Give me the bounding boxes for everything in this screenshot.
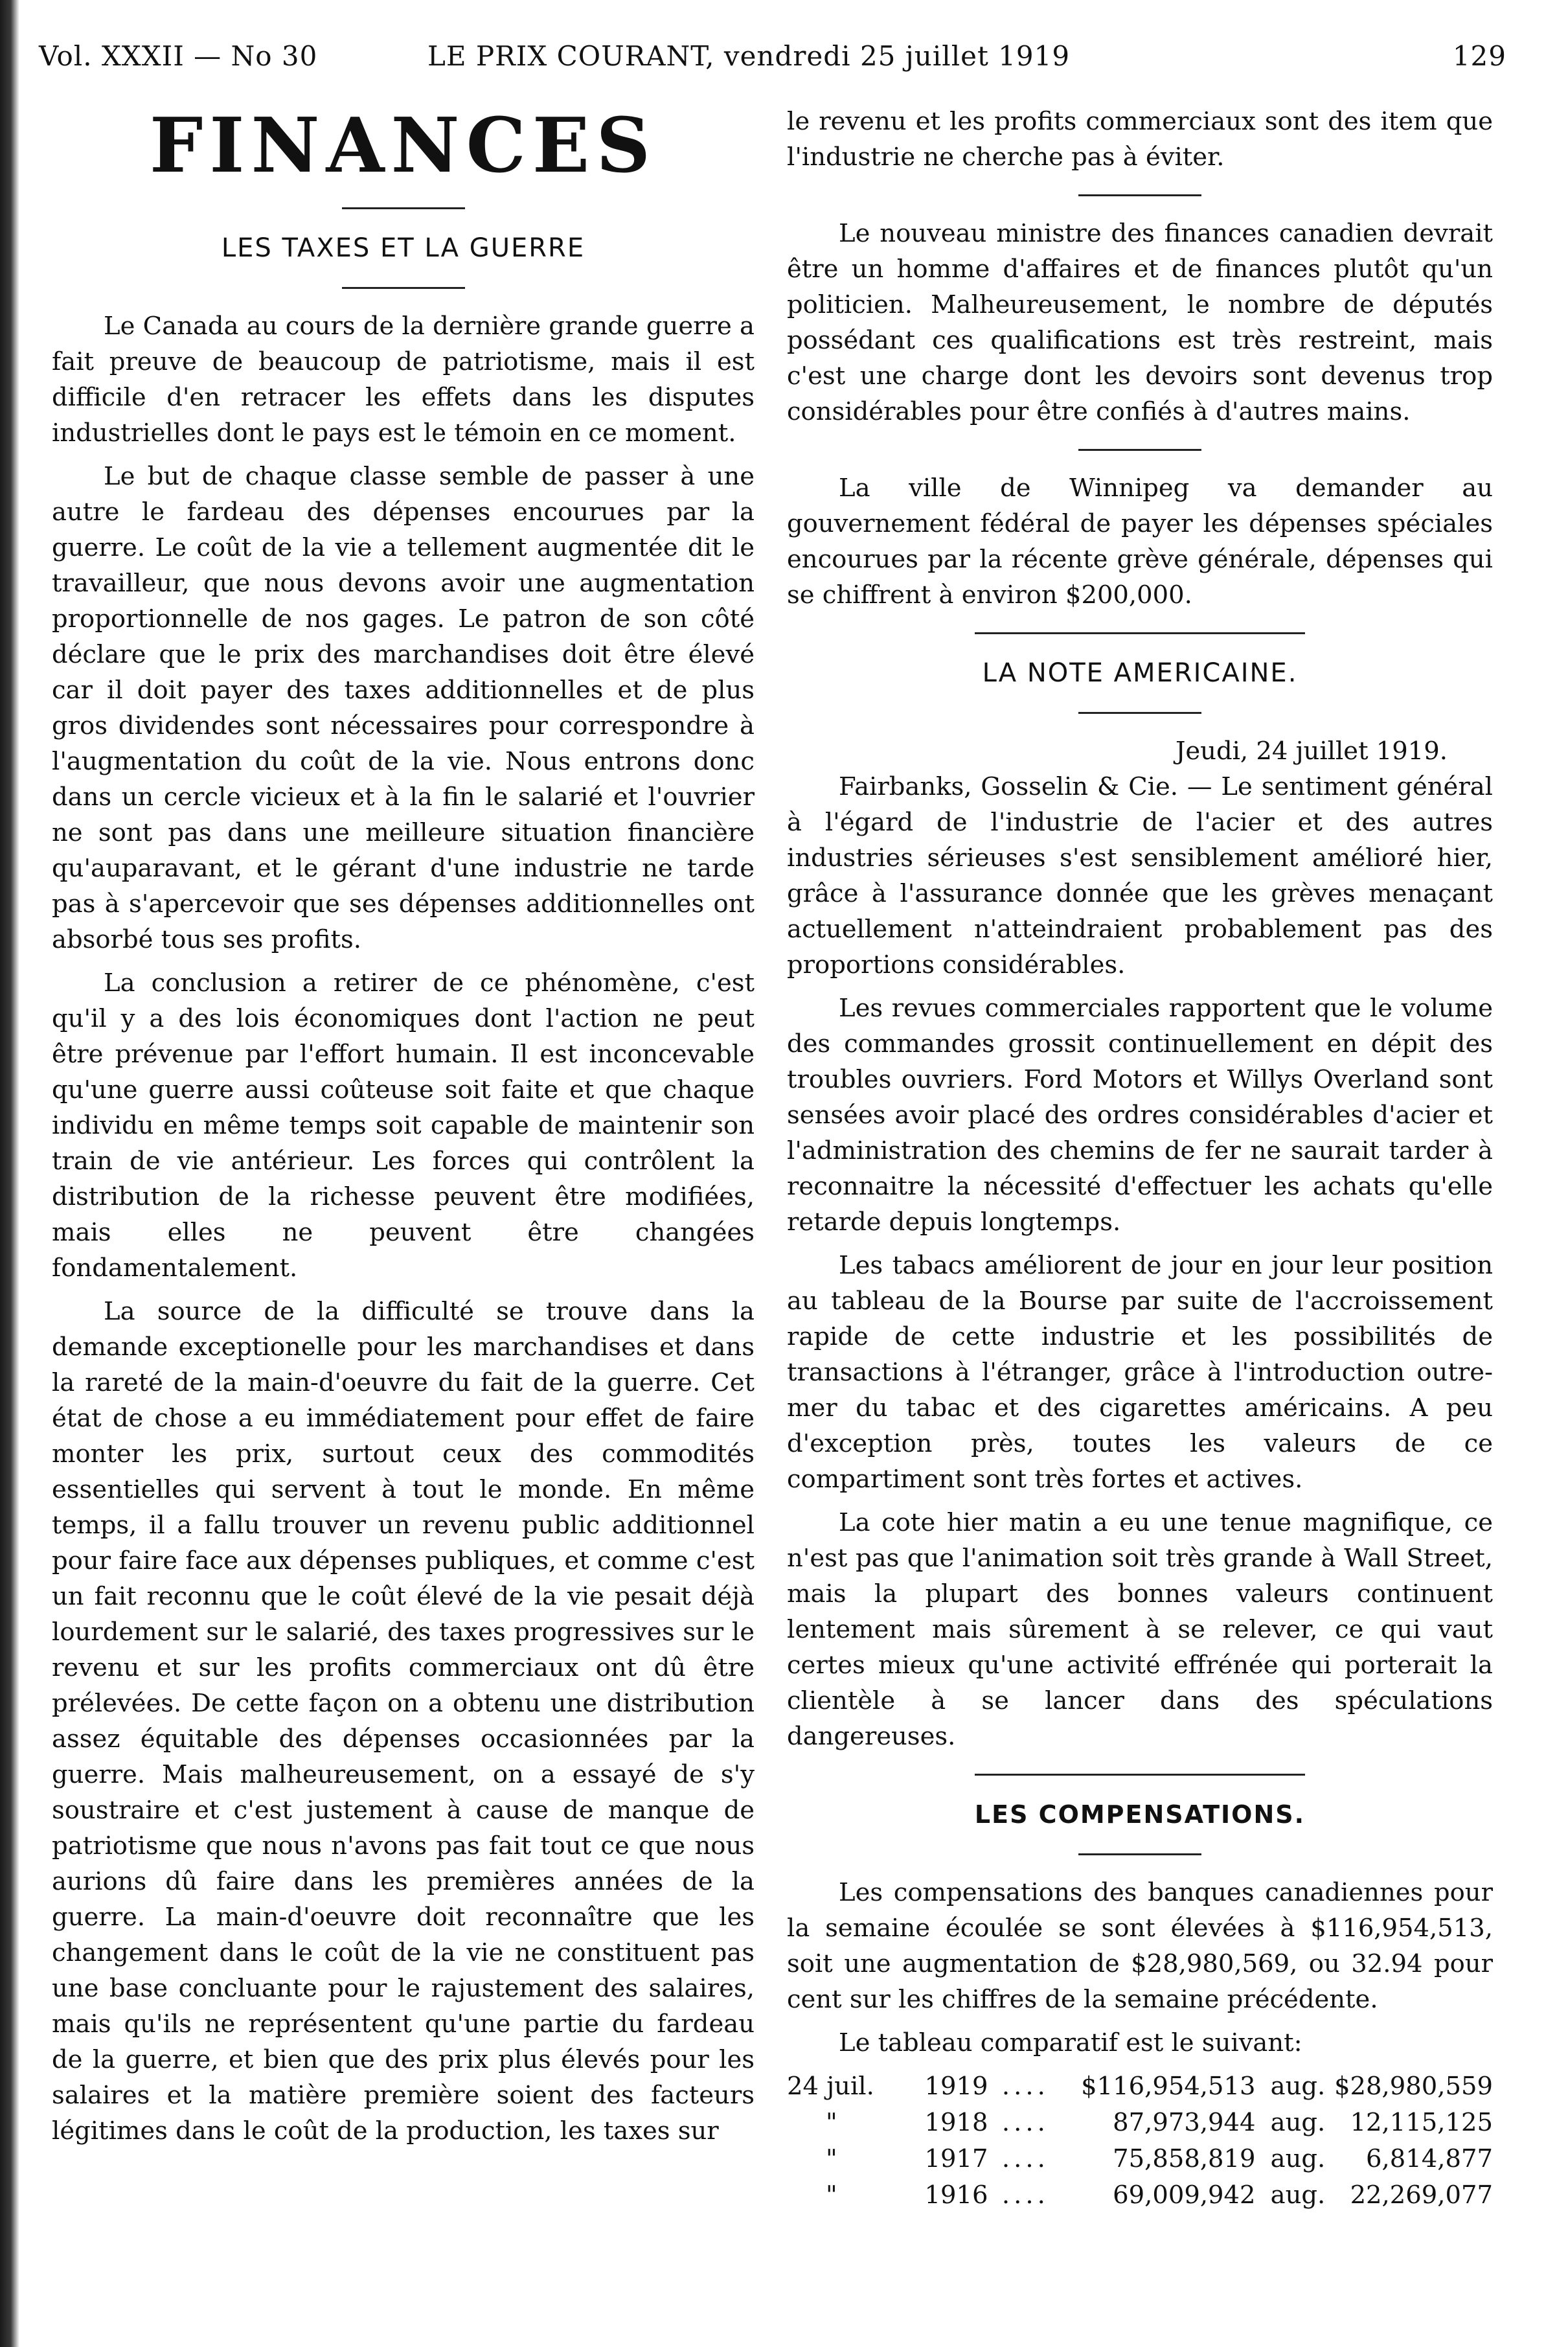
volume-number: Vol. XXXII — No 30: [39, 40, 318, 72]
row-leader: ....: [1001, 2181, 1049, 2210]
dateline: Jeudi, 24 juillet 1919.: [1175, 737, 1448, 766]
comparison-table: [787, 2068, 1493, 2214]
article-heading-taxes: LES TAXES ET LA GUERRE: [221, 233, 585, 263]
divider: [342, 207, 465, 209]
row-leader: ....: [1001, 2108, 1049, 2137]
row-date: ": [826, 2181, 837, 2210]
winnipeg-paragraph: La ville de Winnipeg va demander au gouvernement fédéral de payer les dépenses spéciales encourues par la récente grève générale, dépenses qui se chiffrent à environ $200,000.: [787, 474, 1493, 610]
row-aug: aug.: [1270, 2072, 1326, 2101]
row-leader: ....: [1001, 2072, 1049, 2101]
row-date: ": [826, 2144, 837, 2173]
row-amount: $116,954,513: [1081, 2072, 1256, 2101]
left-column: [52, 104, 755, 2157]
table-row: [787, 2068, 1493, 2105]
divider: [1078, 712, 1201, 714]
divider: [1078, 1853, 1201, 1855]
row-difference: $28,980,559: [1334, 2072, 1493, 2101]
row-aug: aug.: [1270, 2181, 1326, 2210]
minister-paragraph: Le nouveau ministre des finances canadien devrait être un homme d'affaires et de finances plutôt qu'un politicien. Malheureusement, le nombre de députés possédant ces qualifications est très restreint, mais c'est une charge dont les devoirs sont devenus trop considérables pour être confiés à d'autres mains.: [787, 219, 1493, 426]
row-difference: 12,115,125: [1350, 2108, 1493, 2137]
article-continuation: le revenu et les profits commerciaux sont des item que l'industrie ne cherche pas à éviter.: [787, 107, 1493, 172]
row-date: ": [826, 2108, 837, 2137]
row-year: 1916: [924, 2181, 988, 2210]
divider: [975, 1774, 1305, 1776]
note-paragraph: Fairbanks, Gosselin & Cie. — Le sentiment général à l'égard de l'industrie de l'acier et des autres industries sérieuses s'est sensiblement amélioré hier, grâce à l'assurance donnée que les grèves menaçant actuellement n'atteindraient probablement pas des proportions considérables.: [787, 772, 1493, 979]
row-date: 24 juil.: [787, 2072, 874, 2101]
article-heading-note: LA NOTE AMERICAINE.: [982, 658, 1298, 688]
table-row: [787, 2177, 1493, 2214]
article-paragraph: Le Canada au cours de la dernière grande guerre a fait preuve de beaucoup de patriotisme, mais il est difficile d'en retracer les effets dans les disputes industrielles dont le pays est le témoin en ce moment.: [52, 312, 755, 448]
row-leader: ....: [1001, 2144, 1049, 2173]
page-number: 129: [1452, 40, 1506, 72]
binding-edge: [0, 0, 19, 2347]
row-aug: aug.: [1270, 2144, 1326, 2173]
row-amount: 87,973,944: [1113, 2108, 1256, 2137]
note-paragraph: Les revues commerciales rapportent que le volume des commandes grossit continuellement en dépit des troubles ouvriers. Ford Motors et Willys Overland sont sensées avoir placé des ordres considérables d'acier et l'administration des chemins de fer ne saurait tarder à reconnaitre la nécessité d'effectuer les achats qu'elle retarde depuis longtemps.: [787, 994, 1493, 1237]
note-paragraph: La cote hier matin a eu une tenue magnifique, ce n'est pas que l'animation soit très grande à Wall Street, mais la plupart des bonnes valeurs continuent lentement mais sûrement à se relever, ce qui vaut certes mieux qu'une activité effrénée qui porterait la clientèle à se lancer dans des spéculations dangereuses.: [787, 1508, 1493, 1751]
compensations-paragraph: Les compensations des banques canadiennes pour la semaine écoulée se sont élevées à $116,954,513, soit une augmentation de $28,980,569, ou 32.94 pour cent sur les chiffres de la semaine précédente.: [787, 1878, 1493, 2014]
table-row: [787, 2105, 1493, 2141]
section-masthead: FINANCES: [149, 102, 657, 190]
row-aug: aug.: [1270, 2108, 1326, 2137]
table-row: [787, 2141, 1493, 2177]
row-difference: 6,814,877: [1366, 2144, 1493, 2173]
divider: [1078, 449, 1201, 451]
article-heading-compensations: LES COMPENSATIONS.: [974, 1800, 1306, 1829]
row-year: 1917: [924, 2144, 988, 2173]
divider: [1078, 194, 1201, 196]
right-column: [787, 104, 1493, 2214]
table-intro: Le tableau comparatif est le suivant:: [839, 2028, 1302, 2057]
article-paragraph: Le but de chaque classe semble de passer à une autre le fardeau des dépenses encourues par la guerre. Le coût de la vie a tellement augmentée dit le travailleur, que nous devons avoir une augmentation proportionnelle de nos gages. Le patron de son côté déclare que le prix des marchandises doit être élevé car il doit payer des taxes additionnelles et de plus gros dividendes sont nécessaires pour correspondre à l'augmentation du coût de la vie. Nous entrons donc dans un cercle vicieux et à la fin le salarié et l'ouvrier ne sont pas dans une meilleure situation financière qu'auparavant, et le gérant d'une industrie ne tarde pas à s'apercevoir que ses dépenses additionnelles ont absorbé tous ses profits.: [52, 462, 755, 954]
row-year: 1919: [924, 2072, 988, 2101]
publication-title: LE PRIX COURANT, vendredi 25 juillet 1919: [427, 40, 1071, 72]
article-paragraph: La source de la difficulté se trouve dans la demande exceptionelle pour les marchandises et dans la rareté de la main-d'oeuvre du fait de la guerre. Cet état de chose a eu immédiatement pour effet de faire monter les prix, surtout ceux des commodités essentielles qui servent à tout le monde. En même temps, il a fallu trouver un revenu public additionnel pour faire face aux dépenses publiques, et comme c'est un fait reconnu que le coût élevé de la vie pesait déjà lourdement sur le salarié, des taxes progressives sur le revenu et sur les profits commerciaux ont dû être prélevées. De cette façon on a obtenu une distribution assez équitable des dépenses occasionnées par la guerre. Mais malheureusement, on a essayé de s'y soustraire et c'est justement à cause de manque de patriotisme que nous n'avons pas fait tout ce que nous aurions dû faire dans les premières années de la guerre. La main-d'oeuvre doit reconnaître que les changement dans le coût de la vie ne constituent pas une base concluante pour le rajustement des salaires, mais qu'ils ne représentent qu'une partie du fardeau de la guerre, et bien que des prix plus élevés pour les salaires et la matière première soient des facteurs légitimes dans le coût de la production, les taxes sur: [52, 1297, 755, 2146]
divider: [342, 287, 465, 289]
page-header: [39, 40, 1506, 86]
note-paragraph: Les tabacs améliorent de jour en jour leur position au tableau de la Bourse par suite de l'accroissement rapide de cette industrie et les possibilités de transactions à l'étranger, grâce à l'introduction outre-mer du tabac et des cigarettes américains. A peu d'exception près, toutes les valeurs de ce compartiment sont très fortes et actives.: [787, 1251, 1493, 1494]
row-difference: 22,269,077: [1350, 2181, 1493, 2210]
divider: [975, 632, 1305, 634]
row-year: 1918: [924, 2108, 988, 2137]
row-amount: 75,858,819: [1113, 2144, 1256, 2173]
article-paragraph: La conclusion a retirer de ce phénomène, c'est qu'il y a des lois économiques dont l'action ne peut être prévenue par l'effort humain. Il est inconcevable qu'une guerre aussi coûteuse soit faite et que chaque individu en même temps soit capable de maintenir son train de vie antérieur. Les forces qui contrôlent la distribution de la richesse peuvent être modifiées, mais elles ne peuvent être changées fondamentalement.: [52, 968, 755, 1283]
row-amount: 69,009,942: [1113, 2181, 1256, 2210]
